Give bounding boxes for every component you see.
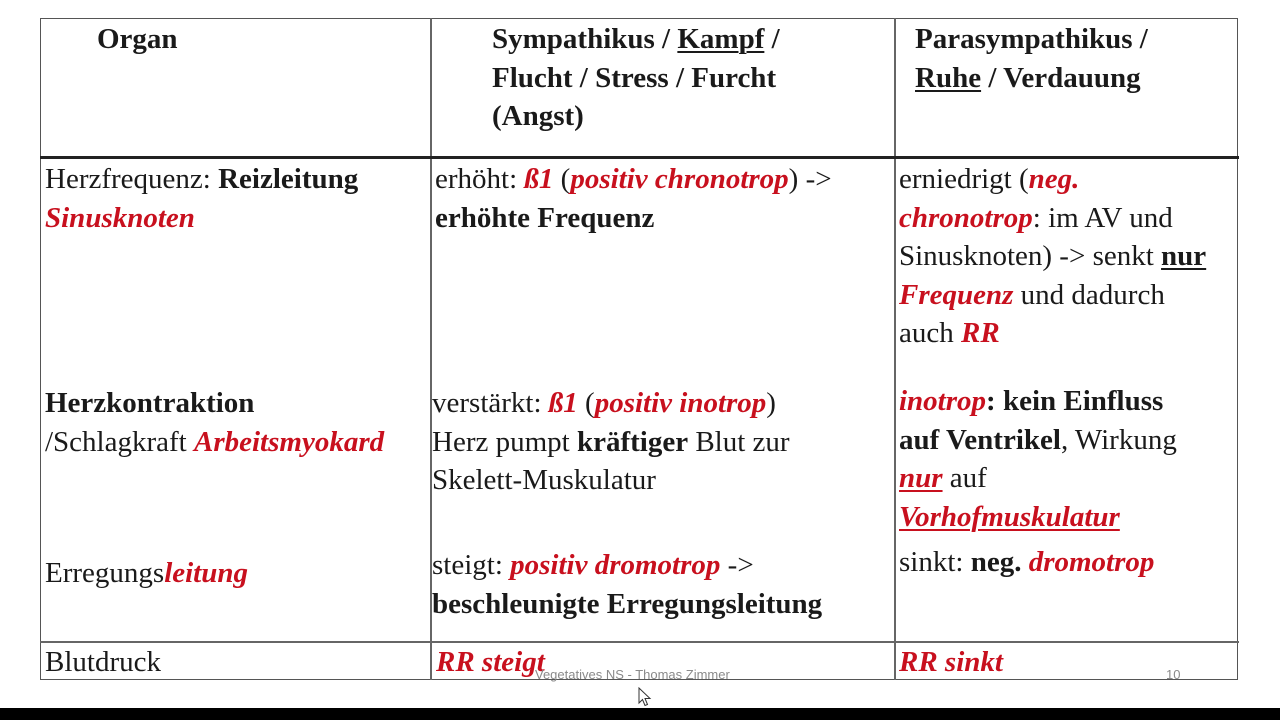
mouse-cursor-icon — [638, 687, 652, 707]
header-parasympathikus: Parasympathikus / Ruhe / Verdauung — [915, 23, 1148, 94]
slide-page-number: 10 — [1166, 667, 1181, 682]
cell-herzfrequenz-organ: Herzfrequenz: Reizleitung Sinusknoten — [45, 163, 359, 234]
cell-herzkontraktion-parasympathikus: inotrop: kein Einfluss auf Ventrikel, Wirkung nur auf Vorhofmuskulatur — [899, 385, 1177, 533]
cell-herzfrequenz-sympathikus: erhöht: ß1 (positiv chronotrop) -> erhöhte Frequenz — [435, 163, 832, 234]
slide-footer-title: Vegetatives NS - Thomas Zimmer — [535, 667, 730, 682]
cell-herzkontraktion-sympathikus: verstärkt: ß1 (positiv inotrop) Herz pumpt kräftiger Blut zur Skelett-Muskulatur — [432, 387, 790, 496]
bottom-black-bar — [0, 708, 1280, 720]
cell-erregungsleitung-organ: Erregungsleitung — [45, 557, 248, 589]
cell-erregungsleitung-sympathikus: steigt: positiv dromotrop -> beschleunigte Erregungsleitung — [432, 549, 823, 620]
cell-herzfrequenz-parasympathikus: erniedrigt (neg. chronotrop: im AV und Sinusknoten) -> senkt nur Frequenz und dadurch auch RR — [899, 163, 1207, 349]
header-sympathikus: Sympathikus / Kampf / Flucht / Stress / Furcht (Angst) — [492, 23, 780, 132]
cell-blutdruck-sympathikus: RR steigt — [436, 646, 545, 678]
row-divider — [40, 641, 1239, 643]
cell-herzkontraktion-organ: Herzkontraktion /Schlagkraft Arbeitsmyokard — [45, 387, 385, 458]
cell-blutdruck-organ: Blutdruck — [45, 646, 161, 678]
column-divider — [894, 18, 896, 680]
header-organ: Organ — [97, 23, 178, 55]
cell-blutdruck-parasympathikus: RR sinkt — [899, 646, 1003, 678]
cell-erregungsleitung-parasympathikus: sinkt: neg. dromotrop — [899, 546, 1155, 578]
header-divider — [40, 156, 1239, 159]
